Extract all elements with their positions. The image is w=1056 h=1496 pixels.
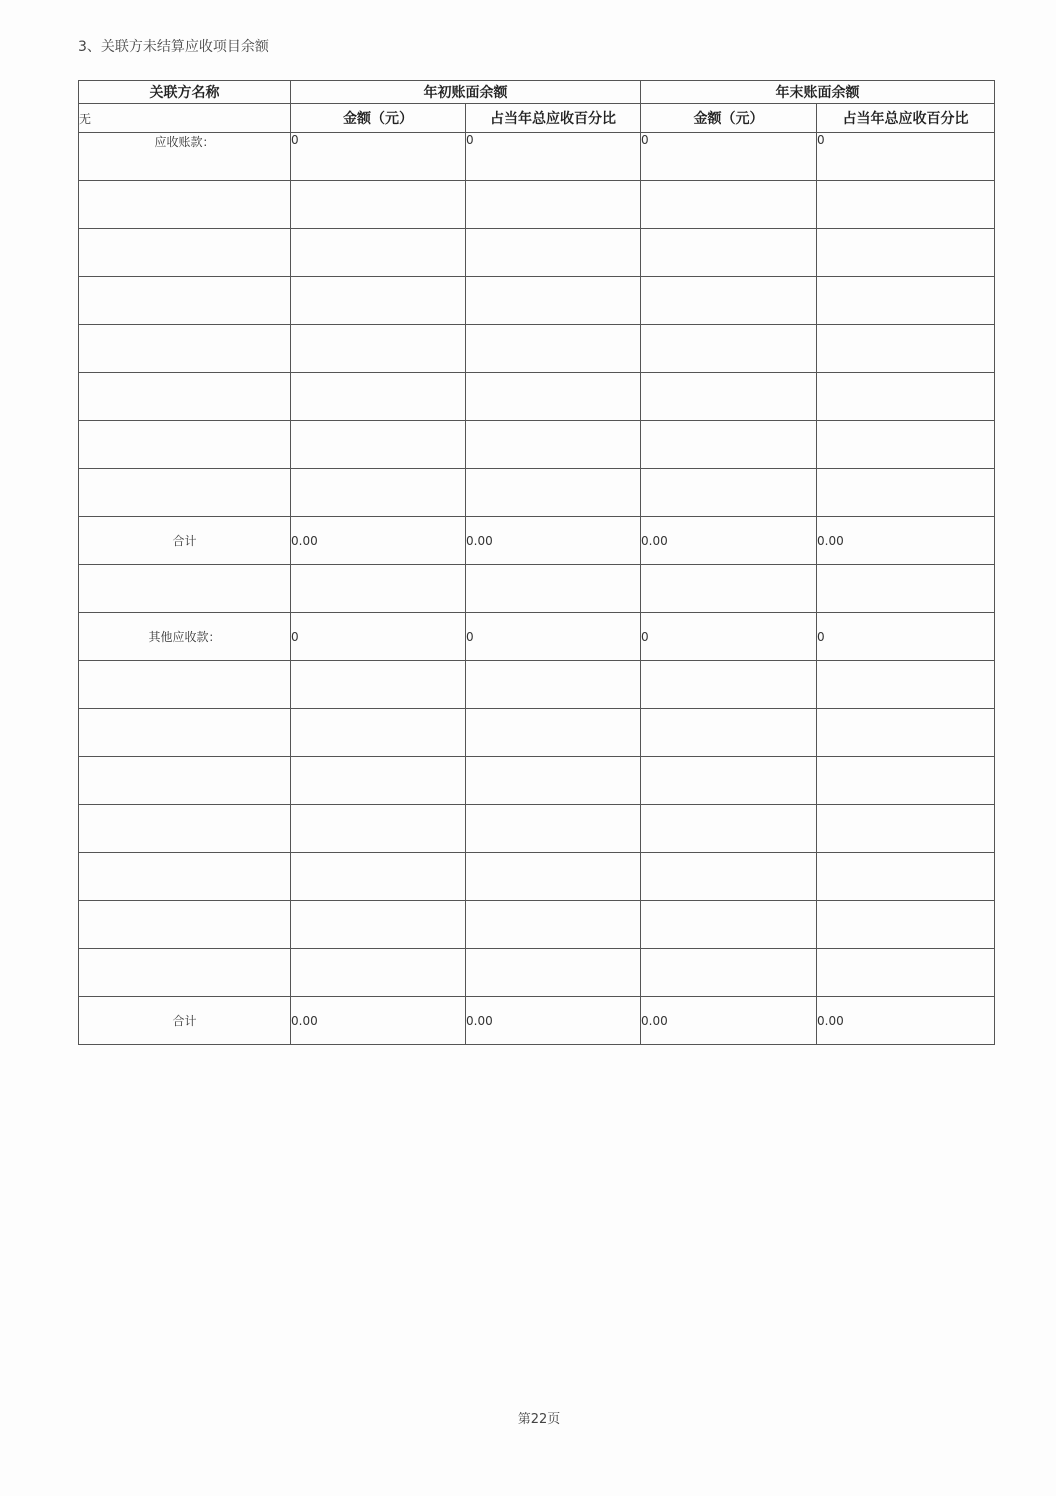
receivable-label: 应收账款： — [79, 133, 291, 181]
table-row — [79, 421, 995, 469]
header-row-2 — [79, 104, 995, 133]
section-title: 3、关联方未结算应收项目余额 — [78, 39, 269, 55]
cell-value: 0 — [466, 133, 641, 181]
table-row — [79, 277, 995, 325]
total-label: 合计 — [79, 997, 291, 1045]
table-row — [79, 805, 995, 853]
cell-value: 0 — [466, 613, 641, 661]
table-row — [79, 757, 995, 805]
cell-value: 0.00 — [641, 997, 817, 1045]
opening-amount-header: 金额（元） — [291, 104, 466, 133]
cell-value: 0 — [817, 613, 995, 661]
cell-value: 0.00 — [291, 517, 466, 565]
closing-balance-header: 年末账面余额 — [641, 81, 995, 104]
closing-amount-header: 金额（元） — [641, 104, 817, 133]
table-row — [79, 661, 995, 709]
cell-value: 0 — [641, 133, 817, 181]
page-number: 第22页 — [517, 1412, 561, 1427]
table-row — [79, 133, 995, 181]
cell-value: 0.00 — [817, 997, 995, 1045]
cell-value: 0 — [641, 613, 817, 661]
table-row — [79, 565, 995, 613]
cell-value: 0.00 — [466, 997, 641, 1045]
table-row — [79, 181, 995, 229]
table-row — [79, 853, 995, 901]
related-party-receivables-table — [78, 80, 995, 1045]
cell-value: 0 — [291, 613, 466, 661]
table-row — [79, 709, 995, 757]
table-row — [79, 229, 995, 277]
table-row — [79, 469, 995, 517]
cell-value: 0.00 — [466, 517, 641, 565]
receivable-total-row — [79, 517, 995, 565]
other-receivable-label: 其他应收款： — [79, 613, 291, 661]
cell-value: 0.00 — [817, 517, 995, 565]
cell-value: 0 — [817, 133, 995, 181]
table-row — [79, 949, 995, 997]
name-column-header: 关联方名称 — [79, 81, 291, 104]
header-row-1 — [79, 81, 995, 104]
closing-percent-header: 占当年总应收百分比 — [817, 104, 995, 133]
opening-percent-header: 占当年总应收百分比 — [466, 104, 641, 133]
cell-value: 0.00 — [291, 997, 466, 1045]
table-row — [79, 613, 995, 661]
table-row — [79, 325, 995, 373]
cell-value: 0.00 — [641, 517, 817, 565]
cell-value: 0 — [291, 133, 466, 181]
related-party-name-value: 无 — [79, 104, 291, 133]
total-label: 合计 — [79, 517, 291, 565]
other-receivable-total-row — [79, 997, 995, 1045]
table-row — [79, 901, 995, 949]
table-row — [79, 373, 995, 421]
opening-balance-header: 年初账面余额 — [291, 81, 641, 104]
